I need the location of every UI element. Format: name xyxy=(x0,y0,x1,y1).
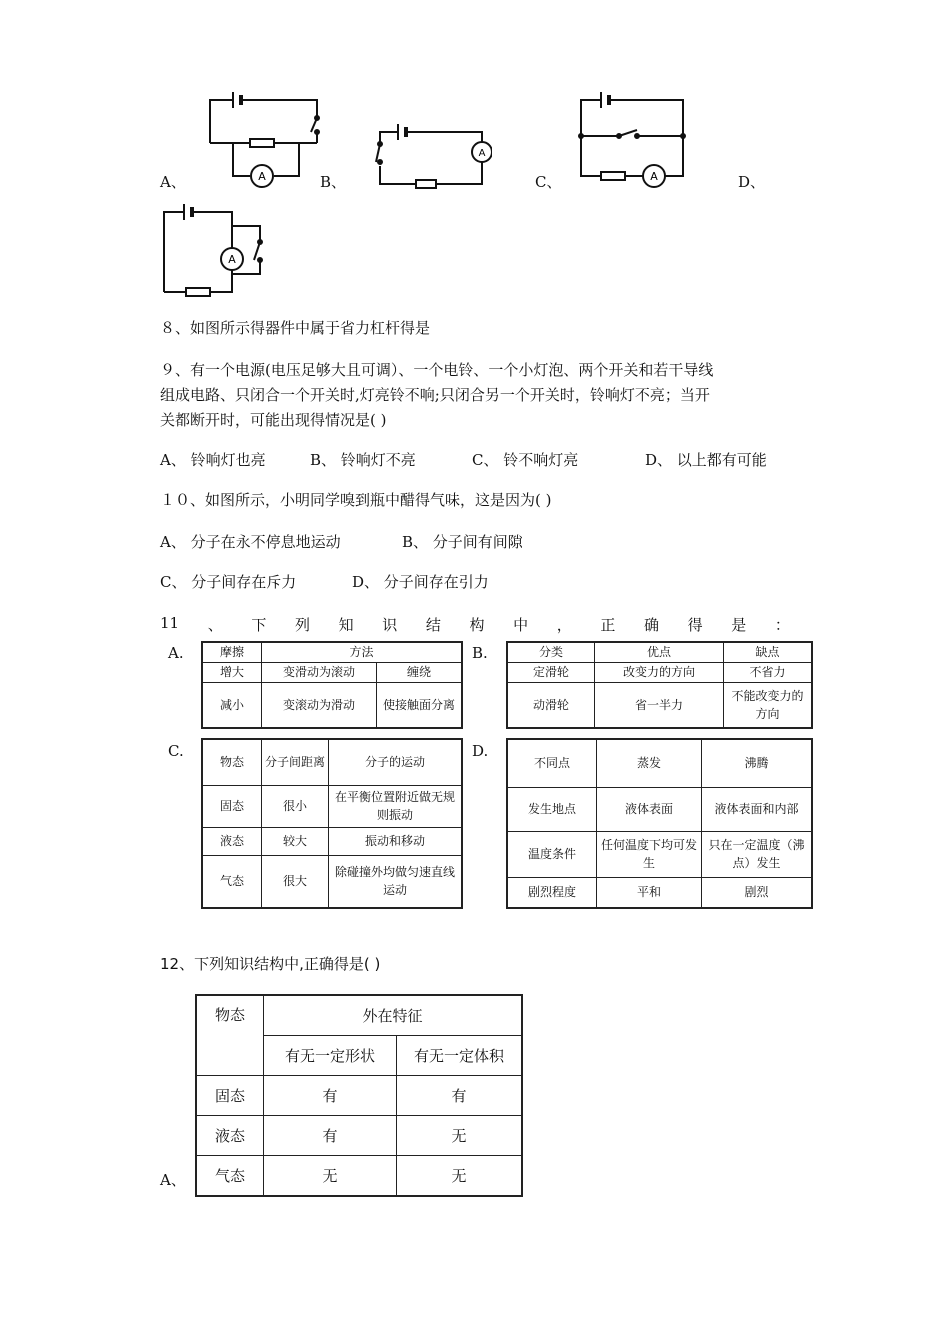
q7-option-d-label: D、 xyxy=(738,173,766,191)
table-cell: 无 xyxy=(264,1156,397,1197)
table-cell: 动滑轮 xyxy=(507,682,595,728)
q9-stem-line2: 组成电路、只闭合一个开关时,灯亮铃不响;只闭合另一个开关时，铃响灯不亮；当开 xyxy=(160,386,710,404)
q12-option-a-label: A、 xyxy=(160,1171,186,1189)
table-cell: 方法 xyxy=(262,642,463,662)
table-cell: 气态 xyxy=(196,1156,264,1197)
table-cell: 固态 xyxy=(196,1076,264,1116)
table-cell: 沸腾 xyxy=(702,739,813,787)
ammeter-a-symbol: A xyxy=(258,170,266,183)
table-cell: 振动和移动 xyxy=(329,827,463,855)
q10-option-a: A、 分子在永不停息地运动 xyxy=(160,533,341,551)
table-cell: 在平衡位置附近做无规则振动 xyxy=(329,785,463,827)
table-cell: 固态 xyxy=(202,785,262,827)
table-row xyxy=(196,1076,522,1116)
table-cell: 使接触面分离 xyxy=(377,682,463,728)
table-cell: 温度条件 xyxy=(507,831,597,877)
table-cell: 只在一定温度（沸点）发生 xyxy=(702,831,813,877)
table-cell: 剧烈程度 xyxy=(507,877,597,908)
ammeter-d-symbol: A xyxy=(228,253,236,266)
circuit-diagram-b xyxy=(372,118,492,190)
table-cell: 物态 xyxy=(202,739,262,785)
table-cell: 任何温度下均可发生 xyxy=(597,831,702,877)
table-cell: 液态 xyxy=(196,1116,264,1156)
table-cell: 液体表面和内部 xyxy=(702,787,813,831)
q11-table-d xyxy=(506,738,813,909)
table-cell: 变滚动为滑动 xyxy=(262,682,377,728)
table-cell: 很小 xyxy=(262,785,329,827)
table-cell: 很大 xyxy=(262,855,329,908)
table-cell: 增大 xyxy=(202,662,262,682)
q11-table-b xyxy=(506,641,813,729)
table-cell: 分子间距离 xyxy=(262,739,329,785)
table-cell: 有 xyxy=(264,1116,397,1156)
q12-header-shape: 有无一定形状 xyxy=(264,1036,397,1076)
table-cell: 缠绕 xyxy=(377,662,463,682)
table-cell: 液体表面 xyxy=(597,787,702,831)
q9-option-d: D、 以上都有可能 xyxy=(645,451,767,469)
table-cell: 摩擦 xyxy=(202,642,262,662)
table-row xyxy=(196,1156,522,1197)
table-cell: 减小 xyxy=(202,682,262,728)
q9-stem-line1: ９、有一个电源(电压足够大且可调）、一个电铃、一个小灯泡、两个开关和若干导线 xyxy=(160,361,714,379)
q10-option-c: C、 分子间存在斥力 xyxy=(160,573,297,591)
q11-table-a-label: A. xyxy=(168,644,184,662)
circuit-diagram-a xyxy=(205,88,325,188)
table-cell: 较大 xyxy=(262,827,329,855)
q12-header-state: 物态 xyxy=(196,995,264,1076)
q12-header-feature: 外在特征 xyxy=(264,995,523,1036)
q11-table-c xyxy=(201,738,463,909)
ammeter-c-symbol: A xyxy=(650,170,658,183)
table-cell: 优点 xyxy=(595,642,724,662)
q11-table-d-label: D. xyxy=(472,742,489,760)
table-cell: 定滑轮 xyxy=(507,662,595,682)
ammeter-b-symbol: A xyxy=(478,148,486,159)
table-cell: 有 xyxy=(264,1076,397,1116)
table-cell: 剧烈 xyxy=(702,877,813,908)
q9-option-a: A、 铃响灯也亮 xyxy=(160,451,266,469)
circuit-diagram-c xyxy=(575,86,695,190)
table-cell: 蒸发 xyxy=(597,739,702,787)
table-cell: 有 xyxy=(397,1076,523,1116)
table-cell: 不省力 xyxy=(724,662,813,682)
q10-option-b: B、 分子间有间隙 xyxy=(402,533,523,551)
q12-header-volume: 有无一定体积 xyxy=(397,1036,523,1076)
table-cell: 缺点 xyxy=(724,642,813,662)
table-cell: 不能改变力的方向 xyxy=(724,682,813,728)
table-cell: 除碰撞外均做匀速直线运动 xyxy=(329,855,463,908)
q9-stem-line3: 关都断开时，可能出现得情况是( ) xyxy=(160,411,387,429)
q7-option-c-label: C、 xyxy=(535,173,562,191)
table-cell: 省一半力 xyxy=(595,682,724,728)
circuit-diagram-d xyxy=(158,198,272,300)
table-cell: 不同点 xyxy=(507,739,597,787)
table-cell: 分子的运动 xyxy=(329,739,463,785)
q12-stem: 12、下列知识结构中,正确得是( ) xyxy=(160,955,381,973)
table-cell: 气态 xyxy=(202,855,262,908)
q11-table-b-label: B. xyxy=(472,644,488,662)
table-cell: 变滑动为滚动 xyxy=(262,662,377,682)
q7-option-a-label: A、 xyxy=(160,173,186,191)
q11-table-a xyxy=(201,641,463,729)
table-cell: 无 xyxy=(397,1116,523,1156)
table-cell: 分类 xyxy=(507,642,595,662)
table-cell: 无 xyxy=(397,1156,523,1197)
q8-stem: ８、如图所示得器件中属于省力杠杆得是 xyxy=(160,319,431,337)
q7-option-b-label: B、 xyxy=(320,173,347,191)
q10-stem: １０、如图所示，小明同学嗅到瓶中醋得气味，这是因为( ) xyxy=(160,491,552,509)
table-cell: 平和 xyxy=(597,877,702,908)
q12-table-a xyxy=(195,994,523,1197)
table-cell: 发生地点 xyxy=(507,787,597,831)
q11-table-c-label: C. xyxy=(168,742,184,760)
table-cell: 液态 xyxy=(202,827,262,855)
q9-option-b: B、 铃响灯不亮 xyxy=(310,451,416,469)
q10-option-d: D、 分子间存在引力 xyxy=(352,573,489,591)
table-cell: 改变力的方向 xyxy=(595,662,724,682)
q9-option-c: C、 铃不响灯亮 xyxy=(472,451,579,469)
q11-stem: 11 、 下 列 知 识 结 构 中 ， 正 确 得 是 ： xyxy=(160,614,790,634)
table-row xyxy=(196,1116,522,1156)
